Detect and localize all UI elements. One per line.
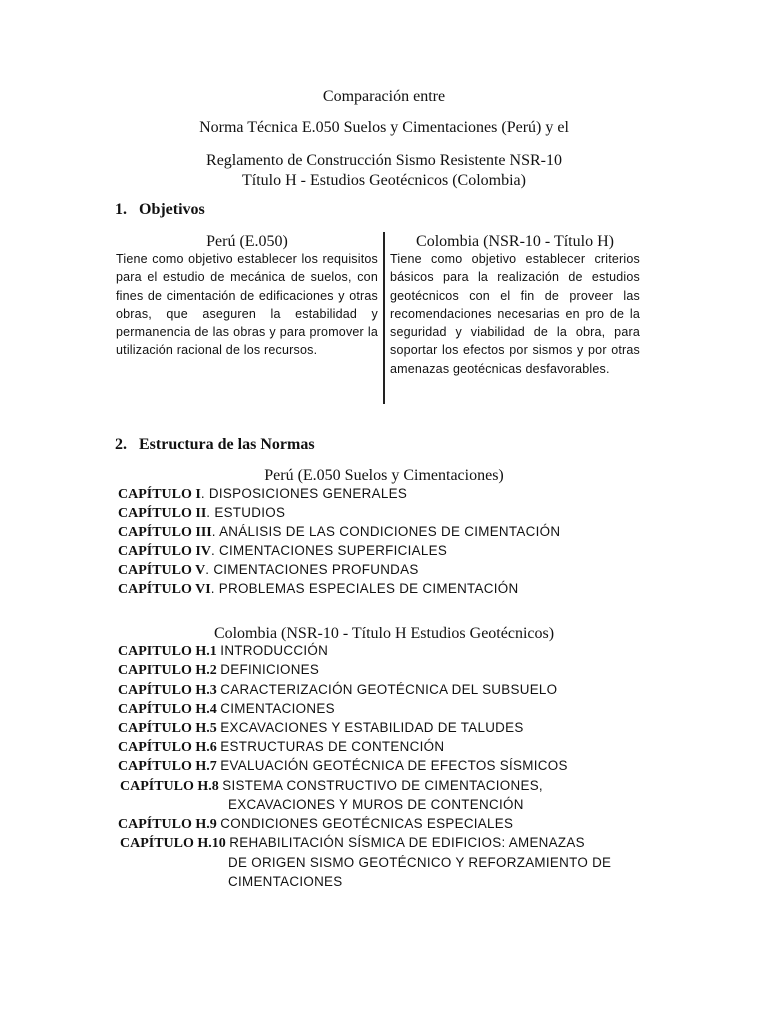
chapter-title: DEFINICIONES: [220, 662, 320, 677]
peru-chapter-item: [118, 560, 419, 580]
chapter-title-continuation: DE ORIGEN SISMO GEOTÉCNICO Y REFORZAMIENTO DE: [228, 855, 612, 870]
chapter-label: CAPÍTULO II: [118, 506, 207, 521]
section-1-title: Objetivos: [139, 201, 205, 218]
chapter-label: CAPÍTULO H.6: [118, 740, 217, 755]
title-line-3: Reglamento de Construcción Sismo Resistente NSR-10: [206, 152, 562, 169]
section-2-number: 2.: [115, 436, 127, 453]
section-2-title: Estructura de las Normas: [139, 436, 315, 453]
peru-chapter-item: [118, 541, 447, 561]
section-1-number: 1.: [115, 201, 127, 218]
chapter-separator: .: [200, 486, 209, 501]
chapter-title: CIMENTACIONES: [220, 701, 335, 716]
peru-objective-heading: Perú (E.050): [206, 233, 288, 250]
chapter-title: EXCAVACIONES Y ESTABILIDAD DE TALUDES: [220, 720, 524, 735]
chapter-label: CAPÍTULO VI: [118, 582, 211, 597]
colombia-chapter-item: [118, 660, 319, 680]
colombia-objective-heading: Colombia (NSR-10 - Título H): [416, 233, 614, 250]
chapter-label: CAPÍTULO V: [118, 563, 206, 578]
chapter-label: CAPÍTULO IV: [118, 544, 211, 559]
colombia-chapter-item: [118, 737, 444, 757]
peru-objective-text: Tiene como objetivo establecer los requisitos para el estudio de mecánica de suelos, con fines de cimentación de edificaciones y otras obras, que aseguren la estabilidad y permanencia de las obras y para promover la utilización racional de los recursos.: [116, 252, 378, 358]
chapter-title: DISPOSICIONES GENERALES: [208, 486, 408, 501]
peru-chapter-item: [118, 503, 285, 523]
chapter-title: ANÁLISIS DE LAS CONDICIONES DE CIMENTACIÓN: [219, 524, 561, 539]
title-line-1: Comparación entre: [322, 88, 446, 105]
chapter-title: SISTEMA CONSTRUCTIVO DE CIMENTACIONES,: [222, 778, 543, 793]
chapter-separator: .: [210, 581, 219, 596]
chapter-label: CAPITULO H.1: [118, 644, 217, 659]
chapter-title: CARACTERIZACIÓN GEOTÉCNICA DEL SUBSUELO: [220, 682, 558, 697]
peru-chapter-item: [118, 579, 518, 599]
colombia-chapter-item: [118, 641, 328, 661]
colombia-chapter-item: [120, 776, 543, 796]
chapter-separator: .: [206, 505, 215, 520]
chapter-label: CAPÍTULO H.3: [118, 683, 217, 698]
colombia-chapter-item: [118, 718, 524, 738]
chapter-separator: .: [210, 543, 220, 558]
chapter-separator: .: [205, 562, 214, 577]
chapter-title: INTRODUCCIÓN: [220, 643, 329, 658]
chapter-title: CONDICIONES GEOTÉCNICAS ESPECIALES: [220, 816, 514, 831]
chapter-separator: .: [211, 524, 220, 539]
chapter-title: CIMENTACIONES PROFUNDAS: [213, 562, 419, 577]
colombia-chapter-item: [120, 833, 585, 853]
chapter-label: CAPÍTULO H.10: [120, 836, 226, 851]
section-2-heading: [115, 435, 315, 455]
chapter-title-continuation: EXCAVACIONES Y MUROS DE CONTENCIÓN: [228, 797, 524, 812]
chapter-title: CIMENTACIONES SUPERFICIALES: [219, 543, 448, 558]
chapter-title: REHABILITACIÓN SÍSMICA DE EDIFICIOS: AMENAZAS: [229, 835, 585, 850]
colombia-chapter-item: [118, 680, 557, 700]
peru-structure-heading: Perú (E.050 Suelos y Cimentaciones): [264, 467, 504, 484]
chapter-label: CAPÍTULO III: [118, 525, 212, 540]
chapter-title: ESTUDIOS: [214, 505, 286, 520]
chapter-label: CAPÍTULO H.8: [120, 779, 219, 794]
colombia-chapter-item: [118, 699, 335, 719]
peru-chapter-item: [118, 484, 407, 504]
chapter-title-continuation: CIMENTACIONES: [228, 874, 343, 889]
colombia-structure-heading: Colombia (NSR-10 - Título H Estudios Geotécnicos): [213, 625, 555, 642]
chapter-label: CAPÍTULO I: [118, 487, 201, 502]
chapter-label: CAPÍTULO H.9: [118, 817, 217, 832]
section-1-heading: [115, 200, 205, 220]
chapter-title: EVALUACIÓN GEOTÉCNICA DE EFECTOS SÍSMICOS: [220, 758, 568, 773]
chapter-label: CAPÍTULO H.5: [118, 721, 217, 736]
colombia-chapter-item: [118, 814, 513, 834]
chapter-label: CAPÍTULO H.7: [118, 759, 217, 774]
chapter-title: PROBLEMAS ESPECIALES DE CIMENTACIÓN: [218, 581, 519, 596]
colombia-chapter-item: [118, 756, 568, 776]
chapter-label: CAPÍTULO H.4: [118, 702, 217, 717]
chapter-title: ESTRUCTURAS DE CONTENCIÓN: [220, 739, 445, 754]
colombia-objective-text: Tiene como objetivo establecer criterios básicos para la realización de estudios geotécnicos con el fin de proveer las recomendaciones necesarias en pro de la seguridad y viabilidad de la obra, para soportar los efectos por sismos y por otras amenazas geotécnicas desfavorables.: [390, 252, 640, 376]
peru-chapter-item: [118, 522, 560, 542]
chapter-label: CAPITULO H.2: [118, 663, 217, 678]
title-line-4: Título H - Estudios Geotécnicos (Colombia): [242, 172, 526, 189]
column-divider: [383, 232, 385, 404]
title-line-2: Norma Técnica E.050 Suelos y Cimentaciones (Perú) y el: [199, 119, 569, 136]
